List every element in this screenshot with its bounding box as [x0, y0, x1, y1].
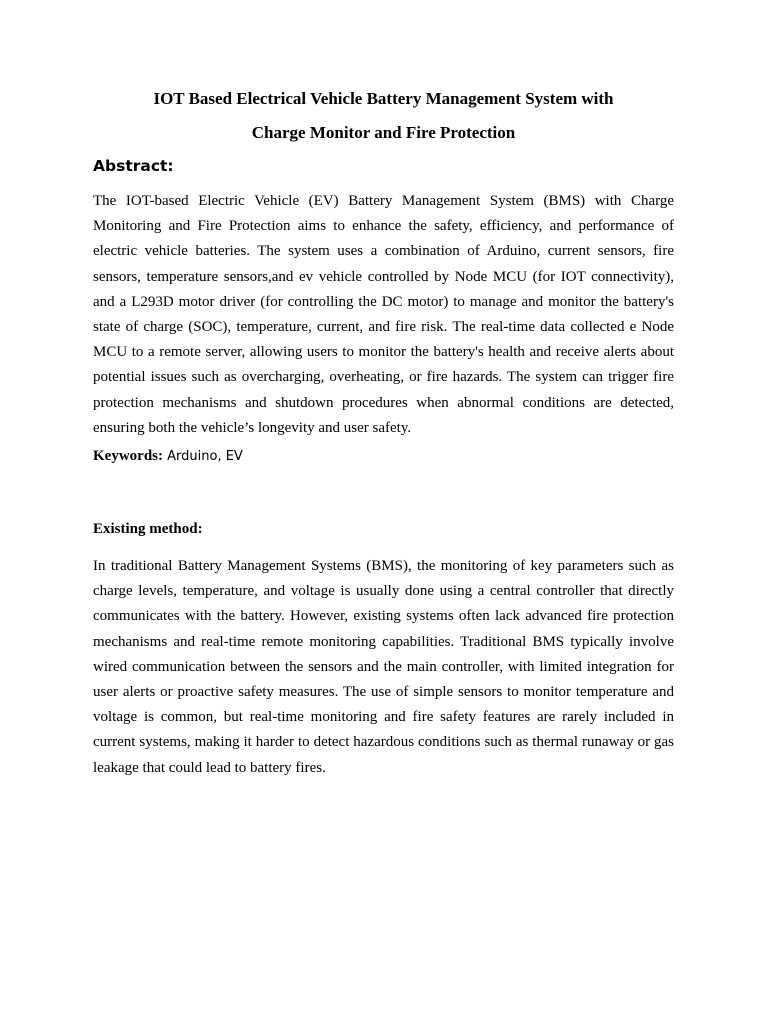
abstract-heading: Abstract: — [93, 157, 174, 175]
existing-method-paragraph: In traditional Battery Management Systems (BMS), the monitoring of key parameters such as charge levels, temperature, and voltage is usually done using a central controller that directly communicates with the battery. However, existing systems often lack advanced fire protection mechanisms and real-time remote monitoring capabilities. Traditional BMS typically involve wired communication between the sensors and the main controller, with limited integration for user alerts or proactive safety measures. The use of simple sensors to monitor temperature and voltage is common, but real-time monitoring and fire safety features are rarely included in current systems, making it harder to detect hazardous conditions such as thermal runaway or gas leakage that could lead to battery fires. — [93, 558, 674, 776]
document-title-line-2: Charge Monitor and Fire Protection — [251, 123, 516, 142]
document-title-line-1: IOT Based Electrical Vehicle Battery Management System with — [153, 89, 614, 108]
keywords-value: Arduino, EV — [163, 449, 243, 464]
abstract-paragraph: The IOT-based Electric Vehicle (EV) Battery Management System (BMS) with Charge Monitoring and Fire Protection aims to enhance the safety, efficiency, and performance of electric vehicle batteries. The system uses a combination of Arduino, current sensors, fire sensors, temperature sensors,and ev vehicle controlled by Node MCU (for IOT connectivity), and a L293D motor driver (for controlling the DC motor) to manage and monitor the battery's state of charge (SOC), temperature, current, and fire risk. The real-time data collected e Node MCU to a remote server, allowing users to monitor the battery's health and receive alerts about potential issues such as overcharging, overheating, or fire hazards. The system can trigger fire protection mechanisms and shutdown procedures when abnormal conditions are detected, ensuring both the vehicle’s longevity and user safety. — [93, 193, 674, 436]
existing-method-heading: Existing method: — [93, 521, 203, 537]
keywords-label: Keywords: — [93, 448, 163, 464]
keywords-line — [93, 448, 243, 465]
